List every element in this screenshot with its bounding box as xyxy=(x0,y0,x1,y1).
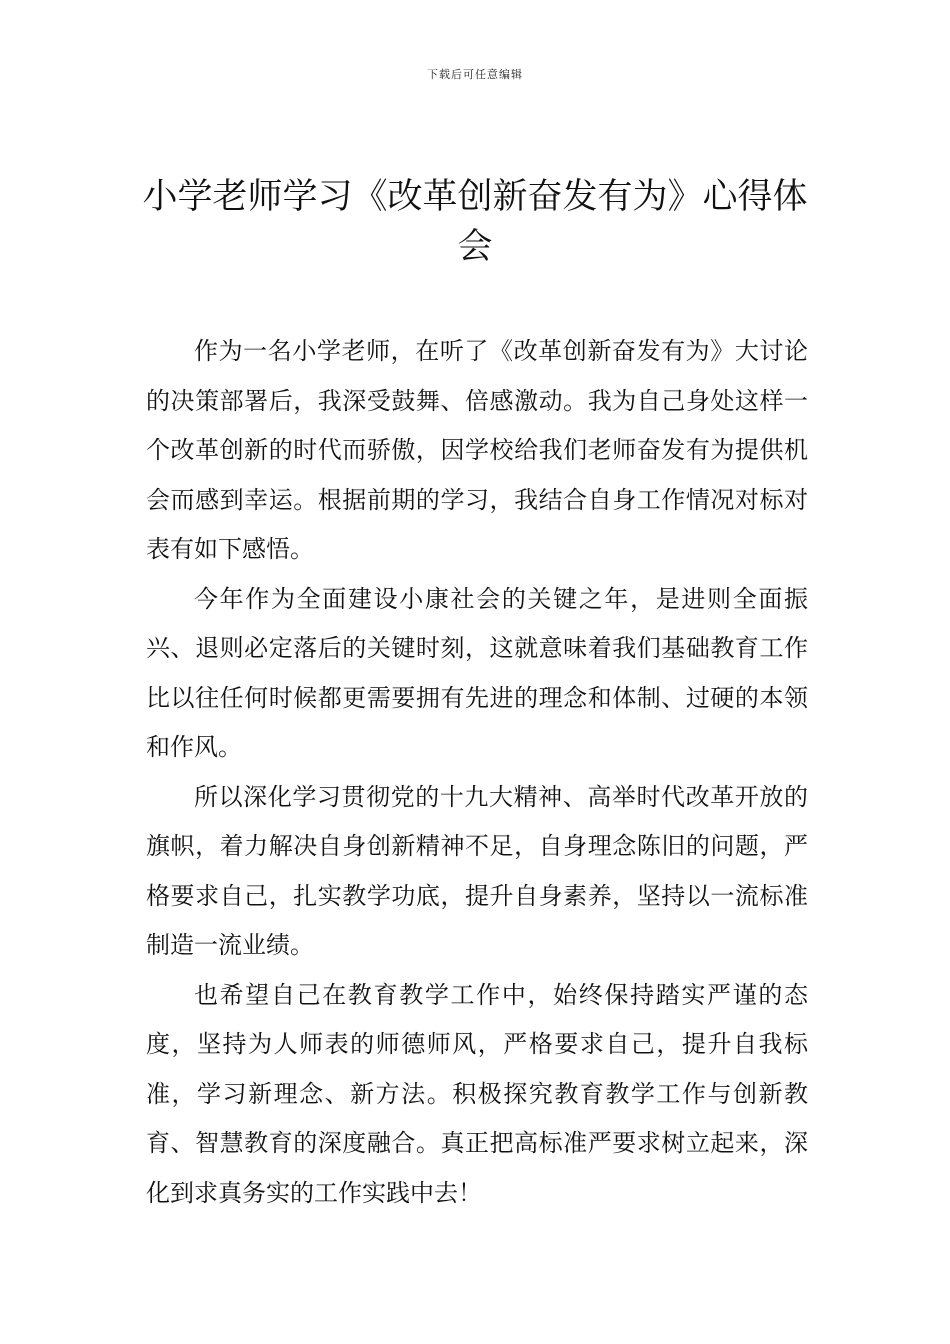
paragraph-4: 也希望自己在教育教学工作中，始终保持踏实严谨的态度，坚持为人师表的师德师风，严格要求自己，提升自我标准，学习新理念、新方法。积极探究教育教学工作与创新教育、智慧教育的深度融合。真正把高标准严要求树立起来，深化到求真务实的工作实践中去！ xyxy=(146,980,808,1207)
header-note: 下载后可任意编辑 xyxy=(427,68,523,81)
document-body xyxy=(146,327,808,1218)
paragraph-2: 今年作为全面建设小康社会的关键之年，是进则全面振兴、退则必定落后的关键时刻，这就意味着我们基础教育工作比以往任何时候都更需要拥有先进的理念和体制、过硬的本领和作风。 xyxy=(146,584,808,761)
paragraph-3: 所以深化学习贯彻党的十九大精神、高举时代改革开放的旗帜，着力解决自身创新精神不足，自身理念陈旧的问题，严格要求自己，扎实教学功底，提升自身素养，坚持以一流标准制造一流业绩。 xyxy=(146,782,808,959)
document-title: 小学老师学习《改革创新奋发有为》心得体会 xyxy=(142,177,808,267)
paragraph-1: 作为一名小学老师，在听了《改革创新奋发有为》大讨论的决策部署后，我深受鼓舞、倍感激动。我为自己身处这样一个改革创新的时代而骄傲，因学校给我们老师奋发有为提供机会而感到幸运。根据前期的学习，我结合自身工作情况对标对表有如下感悟。 xyxy=(146,337,808,563)
